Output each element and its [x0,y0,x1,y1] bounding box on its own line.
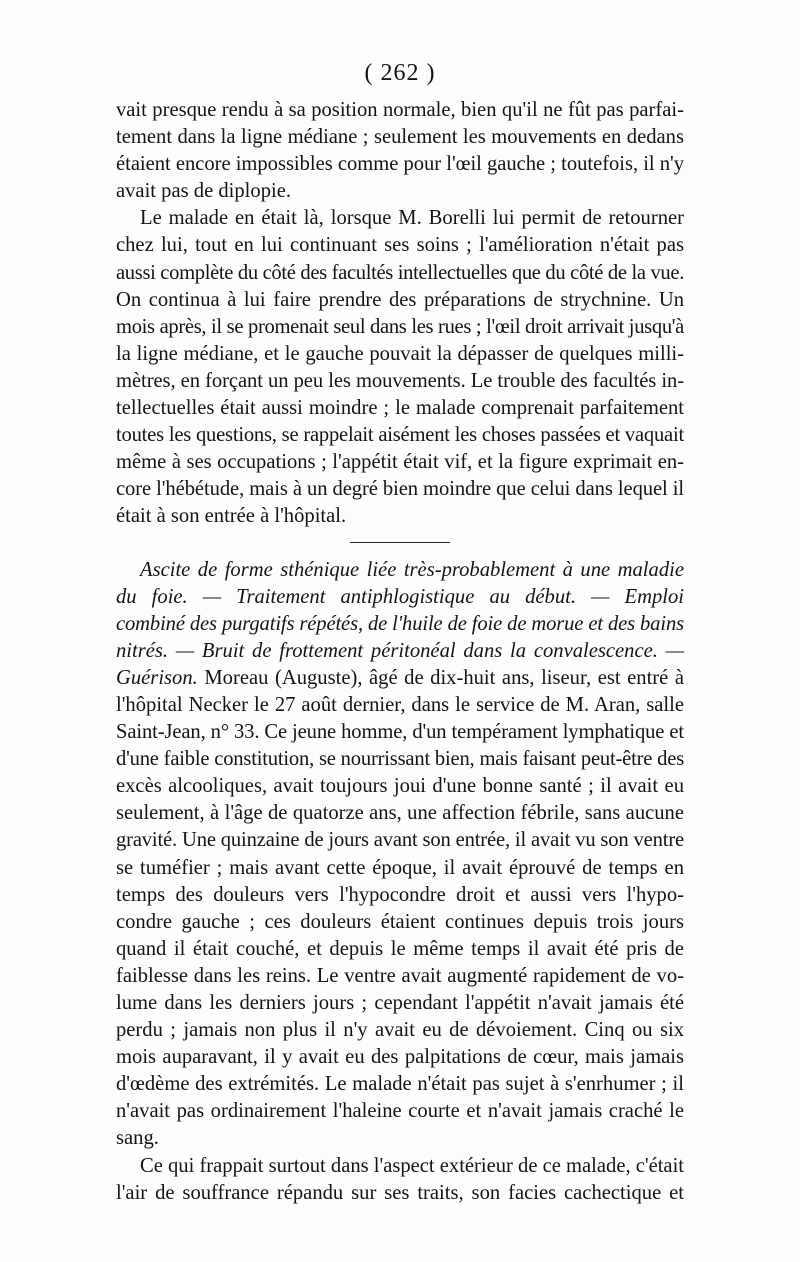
text-line: sang. [116,1127,159,1150]
section-title-line: combiné des purgatifs répétés, de l'huile de foie de morue et des bains [116,612,684,635]
text-line: vait presque rendu à sa position normale, bien qu'il ne fût pas parfai- [116,99,684,121]
paragraph-start: Moreau (Auguste), âgé de dix-huit ans, liseur, est entré à [197,666,684,689]
text-line: la ligne médiane, et le gauche pouvait la dépasser de quelques milli- [116,342,684,365]
text-line: seulement, à l'âge de quatorze ans, une affection fébrile, sans aucune [116,802,684,825]
text-line: On continua à lui faire prendre des préparations de strychnine. Un [116,288,684,311]
text-line: n'avait pas ordinairement l'haleine courte et n'avait jamais craché le [116,1100,684,1123]
text-line [116,665,684,692]
text-line: temps des douleurs vers l'hypocondre droit et aussi vers l'hypo- [116,883,684,906]
paragraph-2 [116,205,684,530]
text-line: lume dans les derniers jours ; cependant l'appétit n'avait jamais été [116,992,684,1014]
paragraph-1 [116,97,684,205]
text-line: étaient encore impossibles comme pour l'œil gauche ; toutefois, il n'y [116,153,684,176]
text-line: se tuméfier ; mais avant cette époque, il avait éprouvé de temps en [116,856,684,879]
text-line: Le malade en était là, lorsque M. Borelli lui permit de retourner [140,207,684,230]
section-divider [350,542,450,543]
section-heading [116,557,684,692]
text-line: d'œdème des extrémités. Le malade n'était pas sujet à s'enrhumer ; il [116,1073,684,1096]
paragraph-3 [116,692,684,1153]
text-line: excès alcooliques, avait toujours joui d'une bonne santé ; il avait eu [116,775,684,798]
text-line: même à ses occupations ; l'appétit était vif, et la figure exprimait en- [116,451,684,474]
text-line: avait pas de diplopie. [116,180,291,203]
text-line: Saint-Jean, n° 33. Ce jeune homme, d'un tempérament lymphatique et [116,721,684,744]
section-title-line: nitrés. — Bruit de frottement péritonéal dans la convalescence. — [116,639,684,662]
text-line: l'hôpital Necker le 27 août dernier, dans le service de M. Aran, salle [116,693,684,716]
body-text [116,97,684,1207]
text-line: perdu ; jamais non plus il n'y avait eu de dévoiement. Cinq ou six [116,1019,684,1042]
text-line: aussi complète du côté des facultés intellectuelles que du côté de la vue. [116,261,684,284]
text-line: Ce qui frappait surtout dans l'aspect extérieur de ce malade, c'était [140,1154,685,1177]
text-line: l'air de souffrance répandu sur ses traits, son facies cachectique et [116,1181,684,1204]
text-line: d'une faible constitution, se nourrissant bien, mais faisant peut-être des [116,748,685,771]
section-title-line: Ascite de forme sthénique liée très-probablement à une maladie [140,558,684,581]
section-title-line: du foie. — Traitement antiphlogistique au début. — Emploi [116,585,684,608]
section-title-end: Guérison. [116,666,198,689]
text-line: mois auparavant, il y avait eu des palpitations de cœur, mais jamais [116,1046,684,1069]
text-line: faiblesse dans les reins. Le ventre avait augmenté rapidement de vo- [116,964,684,987]
paragraph-4 [116,1153,684,1207]
text-line: tellectuelles était aussi moindre ; le malade comprenait parfaitement [116,397,684,420]
text-line: condre gauche ; ces douleurs étaient continues depuis trois jours [116,910,684,933]
text-line: chez lui, tout en lui continuant ses soins ; l'amélioration n'était pas [116,234,684,257]
page-number: ( 262 ) [364,60,436,86]
text-line: mètres, en forçant un peu les mouvements. Le trouble des facultés in- [116,369,685,392]
text-line: core l'hébétude, mais à un degré bien moindre que celui dans lequel il [116,478,685,501]
text-line: mois après, il se promenait seul dans les rues ; l'œil droit arrivait jusqu'à [116,315,684,338]
text-line: tement dans la ligne médiane ; seulement les mouvements en dedans [116,126,684,149]
text-line: était à son entrée à l'hôpital. [116,505,347,528]
text-line: gravité. Une quinzaine de jours avant son entrée, il avait vu son ventre [116,829,684,852]
text-line: quand il était couché, et depuis le même temps il avait été pris de [116,937,684,960]
text-line: toutes les questions, se rappelait aisément les choses passées et vaquait [116,424,684,447]
